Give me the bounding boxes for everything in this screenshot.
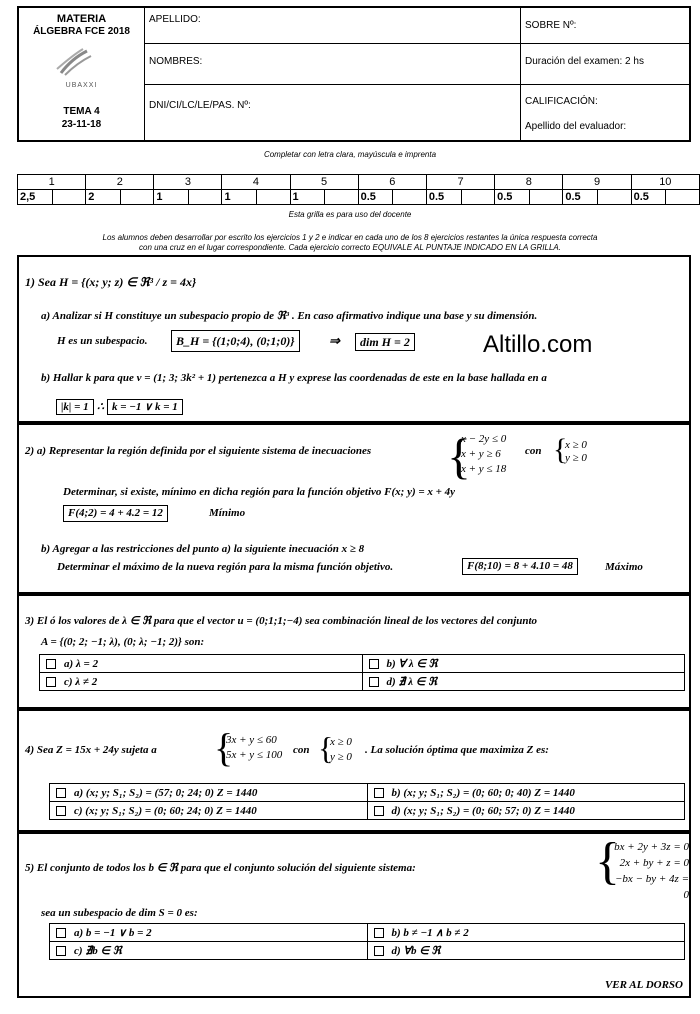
ex4-option-a-label: a) (x; y; S₁; S₂) = (57; 0; 24; 0) Z = 1440 xyxy=(74,786,258,799)
ex2-det-min: Determinar, si existe, mínimo en dicha región para la función objetivo F(x; y) = x + 4y xyxy=(63,486,456,498)
logo-text: UBAXXI xyxy=(65,82,98,89)
ex2-cond-x: x ≥ 0 xyxy=(565,439,587,451)
ex5-eq-2: 2x + by + z = 0 xyxy=(619,857,689,869)
grid-score-blank-9[interactable] xyxy=(598,190,632,205)
ex5-option-d-label: d) ∀b ∈ ℜ xyxy=(391,945,441,957)
ex3-options xyxy=(39,654,685,691)
ex5-eq-3: −bx − by + 4z = 0 xyxy=(615,873,689,901)
grid-score-blank-3[interactable] xyxy=(188,190,222,205)
ex5-statement: 5) El conjunto de todos los b ∈ ℜ para que el conjunto solución del siguiente sistema: xyxy=(25,862,416,874)
grid-number-1: 1 xyxy=(18,175,86,190)
ex5-options xyxy=(49,923,685,960)
grid-score-blank-2[interactable] xyxy=(120,190,154,205)
ex2-det-max: Determinar el máximo de la nueva región para la misma función objetivo. xyxy=(57,561,394,573)
ex4-cond-brace: { xyxy=(318,730,334,766)
ex2-cond-brace: { xyxy=(553,433,568,466)
ex3-option-a[interactable] xyxy=(40,655,363,673)
checkbox-icon[interactable] xyxy=(369,659,379,669)
ex1-a-answer: H es un subespacio. xyxy=(57,335,148,347)
ex2-a: 2) a) Representar la región definida por el siguiente sistema de inecuaciones xyxy=(25,445,372,457)
grid-score-2: 2 xyxy=(86,190,121,205)
grid-score-9: 0.5 xyxy=(563,190,598,205)
ex4-cond-y: y ≥ 0 xyxy=(330,751,352,763)
duracion-label: Duración del examen: 2 hs xyxy=(525,56,644,67)
footer-note: VER AL DORSO xyxy=(604,979,683,991)
ex4-option-c-label: c) (x; y; S₁; S₂) = (0; 60; 24; 0) Z = 1440 xyxy=(74,804,257,817)
exercise-1 xyxy=(17,255,691,423)
grid-number-6: 6 xyxy=(358,175,426,190)
exercise-3 xyxy=(17,594,691,709)
ex4-ineq-1: 3x + y ≤ 60 xyxy=(226,734,277,746)
grid-score-blank-6[interactable] xyxy=(393,190,427,205)
instructions-line2: con una cruz en el lugar correspondiente. Cada ejercicio correcto EQUIVALE AL PUNTAJE INDICADO EN LA GRILLA. xyxy=(139,243,561,252)
grid-number-9: 9 xyxy=(563,175,631,190)
checkbox-icon[interactable] xyxy=(56,928,66,938)
sobre-label: SOBRE Nº: xyxy=(525,20,577,31)
ex1-b: b) Hallar k para que v = (1; 3; 3k² + 1) pertenezca a H y exprese las coordenadas de este en la base hallada en a xyxy=(41,372,547,384)
fill-instruction: Completar con letra clara, mayúscula e imprenta xyxy=(263,150,437,159)
ex2-brace: { xyxy=(447,428,471,484)
ex3-option-d[interactable] xyxy=(362,673,685,691)
ex1-arrow: ⇒ xyxy=(329,333,340,348)
grid-number-2: 2 xyxy=(86,175,154,190)
ex1-b-ans2: k = −1 ∨ k = 1 xyxy=(107,399,183,415)
grid-number-5: 5 xyxy=(290,175,358,190)
grid-number-8: 8 xyxy=(495,175,563,190)
ex4-option-b[interactable] xyxy=(367,784,685,802)
checkbox-icon[interactable] xyxy=(56,946,66,956)
ex2-system xyxy=(461,432,506,477)
grid-score-blank-10[interactable] xyxy=(666,190,700,205)
checkbox-icon[interactable] xyxy=(46,659,56,669)
grid-score-blank-8[interactable] xyxy=(529,190,563,205)
uba-logo-icon xyxy=(53,47,93,77)
ex2-ineq-1: x − 2y ≤ 0 xyxy=(461,433,507,445)
checkbox-icon[interactable] xyxy=(374,928,384,938)
ex4-cond-x: x ≥ 0 xyxy=(330,736,352,748)
ex1-b-ans1: |k| = 1 xyxy=(56,399,94,415)
ex4-option-d-label: d) (x; y; S₁; S₂) = (0; 60; 57; 0) Z = 1440 xyxy=(391,804,575,817)
ex3-option-b-label: b) ∀ λ ∈ ℜ xyxy=(386,658,438,670)
exercise-2 xyxy=(17,423,691,594)
ex2-max-label: Máximo xyxy=(605,561,643,573)
ex1-statement: 1) Sea H = {(x; y; z) ∈ ℜ³ / z = 4x} xyxy=(25,275,197,289)
ex2-cond xyxy=(565,439,587,465)
ex2-con: con xyxy=(525,445,542,457)
ex1-therefore: ∴ xyxy=(97,401,104,413)
ex2-ineq-3: x + y ≤ 18 xyxy=(461,463,507,475)
tema: TEMA 4 xyxy=(63,106,100,117)
ex4-brace: { xyxy=(214,725,234,770)
ex5-option-b[interactable] xyxy=(367,924,685,942)
ex1-base-box: B_H = {(1;0;4), (0;1;0)} xyxy=(171,330,300,352)
grid-score-4: 1 xyxy=(222,190,257,205)
ex4-ineq-2: 5x + y ≤ 100 xyxy=(226,749,283,761)
ex1-dim-box: dim H = 2 xyxy=(355,333,415,351)
materia-label: MATERIA xyxy=(56,13,107,25)
ex3-option-c[interactable] xyxy=(40,673,363,691)
grid-score-7: 0.5 xyxy=(426,190,461,205)
grid-score-blank-1[interactable] xyxy=(52,190,86,205)
ex4-con: con xyxy=(293,744,310,756)
ex5-option-b-label: b) b ≠ −1 ∧ b ≠ 2 xyxy=(391,927,469,939)
ex4-tail: . La solución óptima que maximiza Z es: xyxy=(365,744,549,756)
ex4-statement: 4) Sea Z = 15x + 24y sujeta a xyxy=(25,744,157,756)
ex3-option-c-label: c) λ ≠ 2 xyxy=(64,675,98,688)
score-grid xyxy=(17,174,700,205)
grid-number-10: 10 xyxy=(631,175,699,190)
grid-score-1: 2,5 xyxy=(18,190,53,205)
fecha: 23-11-18 xyxy=(61,119,102,130)
exercise-4 xyxy=(17,709,691,832)
ex4-options xyxy=(49,783,685,820)
grid-score-5: 1 xyxy=(290,190,325,205)
exercise-5 xyxy=(17,832,691,998)
ex5-system xyxy=(609,839,689,903)
ex5-option-c[interactable] xyxy=(50,942,368,960)
checkbox-icon[interactable] xyxy=(46,677,56,687)
ex1-a: a) Analizar si H constituye un subespacio propio de ℜ³ . En caso afirmativo indique una base y su dimensión. xyxy=(41,310,538,322)
ex4-system xyxy=(226,733,282,763)
checkbox-icon[interactable] xyxy=(56,806,66,816)
calificacion-label: CALIFICACIÓN: xyxy=(525,96,598,107)
ex2-min-label: Mínimo xyxy=(209,507,246,519)
grid-score-3: 1 xyxy=(154,190,189,205)
ex4-option-a[interactable] xyxy=(50,784,368,802)
ex5-option-c-label: c) ∄b ∈ ℜ xyxy=(74,945,122,957)
checkbox-icon[interactable] xyxy=(374,806,384,816)
dni-label: DNI/CI/LC/LE/PAS. Nº: xyxy=(149,100,251,111)
grid-number-4: 4 xyxy=(222,175,290,190)
ex3-option-b[interactable] xyxy=(362,655,685,673)
checkbox-icon[interactable] xyxy=(374,788,384,798)
ex4-cond xyxy=(330,735,352,765)
ex5-option-a[interactable] xyxy=(50,924,368,942)
ex4-option-b-label: b) (x; y; S₁; S₂) = (0; 60; 0; 40) Z = 1440 xyxy=(391,786,575,799)
checkbox-icon[interactable] xyxy=(369,677,379,687)
ex5-brace: { xyxy=(595,833,620,890)
ex2-b: b) Agregar a las restricciones del punto a) la siguiente inecuación x ≥ 8 xyxy=(41,543,365,555)
ex3-option-d-label: d) ∄ λ ∈ ℜ xyxy=(386,676,438,688)
ex5-option-d[interactable] xyxy=(367,942,685,960)
materia-value: ÁLGEBRA FCE 2018 xyxy=(33,26,130,37)
ex3-statement2: A = {(0; 2; −1; λ), (0; λ; −1; 2)} son: xyxy=(41,636,205,648)
grid-score-blank-7[interactable] xyxy=(461,190,495,205)
header-table xyxy=(17,6,691,142)
ex5-option-a-label: a) b = −1 ∨ b = 2 xyxy=(74,927,152,939)
checkbox-icon[interactable] xyxy=(56,788,66,798)
grid-note: Esta grilla es para uso del docente xyxy=(288,210,412,219)
ex2-ineq-2: x + y ≥ 6 xyxy=(461,448,501,460)
ex2-min-box: F(4;2) = 4 + 4.2 = 12 xyxy=(63,505,168,522)
ex3-statement1: 3) El ó los valores de λ ∈ ℜ para que el vector u = (0;1;1;−4) sea combinación lineal de los vectores del conjunto xyxy=(25,615,538,627)
ex2-cond-y: y ≥ 0 xyxy=(565,452,587,464)
grid-score-8: 0.5 xyxy=(495,190,530,205)
grid-score-blank-4[interactable] xyxy=(257,190,291,205)
ex5-eq-1: bx + 2y + 3z = 0 xyxy=(614,841,689,853)
grid-score-blank-5[interactable] xyxy=(325,190,359,205)
ex4-option-d[interactable] xyxy=(367,802,685,820)
grid-score-10: 0.5 xyxy=(631,190,666,205)
ex4-option-c[interactable] xyxy=(50,802,368,820)
apellido-label: APELLIDO: xyxy=(149,14,201,25)
ex3-option-a-label: a) λ = 2 xyxy=(64,657,99,670)
instructions-line1: Los alumnos deben desarrollar por escrito los ejercicios 1 y 2 e indicar en cada uno de los 8 ejercicios restantes la única respuesta correcta xyxy=(102,233,598,242)
nombres-label: NOMBRES: xyxy=(149,56,203,67)
evaluador-label: Apellido del evaluador: xyxy=(525,121,627,132)
ex2-max-box: F(8;10) = 8 + 4.10 = 48 xyxy=(462,558,578,575)
watermark: Altillo.com xyxy=(483,331,593,358)
grid-score-6: 0.5 xyxy=(358,190,393,205)
ex5-statement2: sea un subespacio de dim S = 0 es: xyxy=(41,907,198,919)
grid-number-3: 3 xyxy=(154,175,222,190)
checkbox-icon[interactable] xyxy=(374,946,384,956)
instructions xyxy=(20,233,680,253)
grid-number-7: 7 xyxy=(426,175,494,190)
